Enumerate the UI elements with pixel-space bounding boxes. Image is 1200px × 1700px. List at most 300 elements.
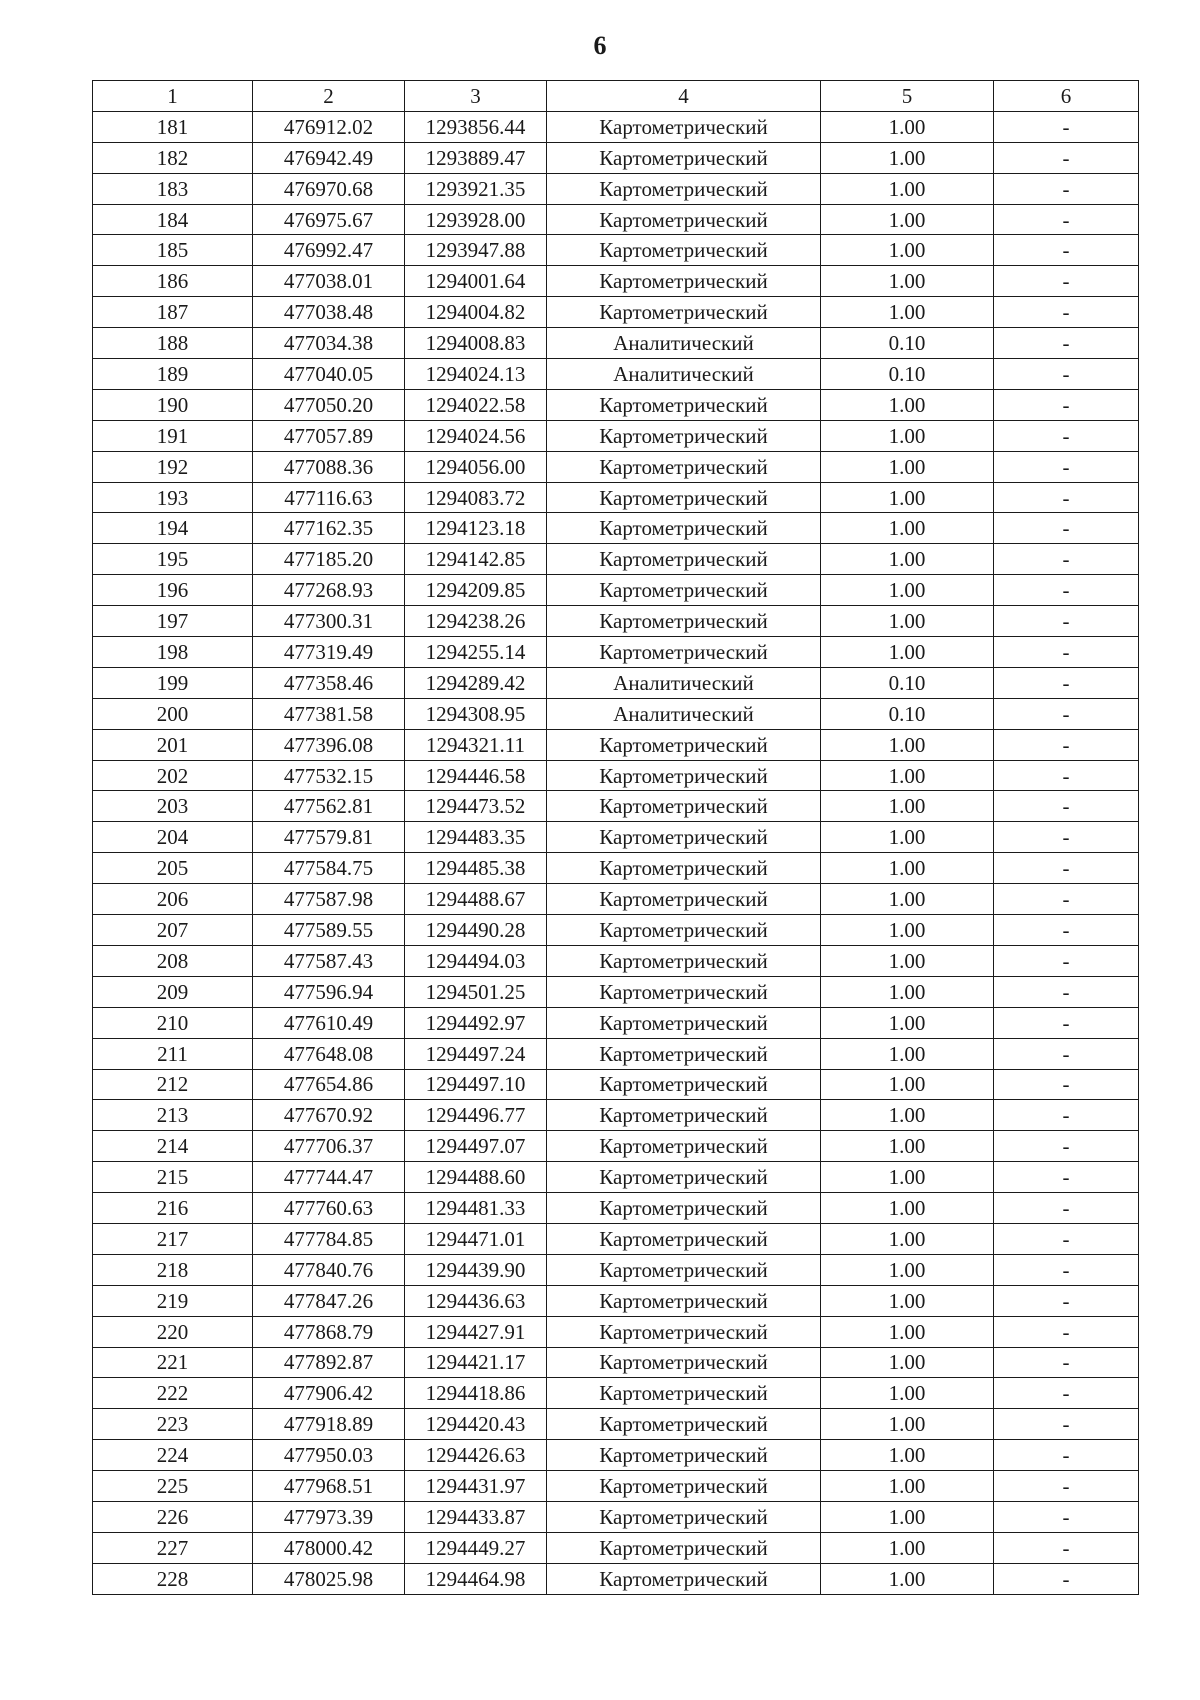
column-header: 5	[821, 81, 994, 112]
point-number-cell: 192	[93, 451, 253, 482]
description-cell: -	[994, 1501, 1139, 1532]
accuracy-cell: 1.00	[821, 1007, 994, 1038]
x-coordinate-cell: 477381.58	[253, 698, 405, 729]
description-cell: -	[994, 1285, 1139, 1316]
point-number-cell: 193	[93, 482, 253, 513]
accuracy-cell: 1.00	[821, 1347, 994, 1378]
y-coordinate-cell: 1293947.88	[405, 235, 547, 266]
description-cell: -	[994, 945, 1139, 976]
table-row	[93, 853, 1139, 884]
x-coordinate-cell: 478000.42	[253, 1532, 405, 1563]
y-coordinate-cell: 1294123.18	[405, 513, 547, 544]
y-coordinate-cell: 1294481.33	[405, 1193, 547, 1224]
accuracy-cell: 1.00	[821, 513, 994, 544]
x-coordinate-cell: 477760.63	[253, 1193, 405, 1224]
accuracy-cell: 1.00	[821, 1038, 994, 1069]
method-cell: Картометрический	[547, 1501, 821, 1532]
point-number-cell: 182	[93, 142, 253, 173]
x-coordinate-cell: 476970.68	[253, 173, 405, 204]
y-coordinate-cell: 1294142.85	[405, 544, 547, 575]
point-number-cell: 223	[93, 1409, 253, 1440]
x-coordinate-cell: 477038.48	[253, 297, 405, 328]
y-coordinate-cell: 1294497.24	[405, 1038, 547, 1069]
method-cell: Картометрический	[547, 853, 821, 884]
method-cell: Картометрический	[547, 822, 821, 853]
accuracy-cell: 1.00	[821, 204, 994, 235]
accuracy-cell: 0.10	[821, 359, 994, 390]
y-coordinate-cell: 1294418.86	[405, 1378, 547, 1409]
x-coordinate-cell: 478025.98	[253, 1563, 405, 1594]
description-cell: -	[994, 822, 1139, 853]
table-row	[93, 328, 1139, 359]
method-cell: Картометрический	[547, 637, 821, 668]
description-cell: -	[994, 1471, 1139, 1502]
point-number-cell: 219	[93, 1285, 253, 1316]
point-number-cell: 218	[93, 1254, 253, 1285]
x-coordinate-cell: 477610.49	[253, 1007, 405, 1038]
point-number-cell: 196	[93, 575, 253, 606]
description-cell: -	[994, 698, 1139, 729]
description-cell: -	[994, 1069, 1139, 1100]
table-row	[93, 915, 1139, 946]
point-number-cell: 191	[93, 420, 253, 451]
method-cell: Картометрический	[547, 1378, 821, 1409]
table-row	[93, 1038, 1139, 1069]
description-cell: -	[994, 204, 1139, 235]
description-cell: -	[994, 389, 1139, 420]
x-coordinate-cell: 477185.20	[253, 544, 405, 575]
method-cell: Картометрический	[547, 389, 821, 420]
accuracy-cell: 0.10	[821, 698, 994, 729]
table-row	[93, 359, 1139, 390]
accuracy-cell: 0.10	[821, 667, 994, 698]
y-coordinate-cell: 1294492.97	[405, 1007, 547, 1038]
point-number-cell: 185	[93, 235, 253, 266]
accuracy-cell: 1.00	[821, 853, 994, 884]
y-coordinate-cell: 1294024.56	[405, 420, 547, 451]
description-cell: -	[994, 1440, 1139, 1471]
y-coordinate-cell: 1294427.91	[405, 1316, 547, 1347]
accuracy-cell: 1.00	[821, 544, 994, 575]
method-cell: Картометрический	[547, 575, 821, 606]
x-coordinate-cell: 477562.81	[253, 791, 405, 822]
method-cell: Картометрический	[547, 1316, 821, 1347]
x-coordinate-cell: 477892.87	[253, 1347, 405, 1378]
point-number-cell: 188	[93, 328, 253, 359]
column-header: 6	[994, 81, 1139, 112]
table-row	[93, 420, 1139, 451]
x-coordinate-cell: 477584.75	[253, 853, 405, 884]
x-coordinate-cell: 477038.01	[253, 266, 405, 297]
y-coordinate-cell: 1294449.27	[405, 1532, 547, 1563]
y-coordinate-cell: 1294464.98	[405, 1563, 547, 1594]
accuracy-cell: 1.00	[821, 1440, 994, 1471]
x-coordinate-cell: 477648.08	[253, 1038, 405, 1069]
point-number-cell: 210	[93, 1007, 253, 1038]
description-cell: -	[994, 760, 1139, 791]
method-cell: Картометрический	[547, 266, 821, 297]
accuracy-cell: 1.00	[821, 235, 994, 266]
point-number-cell: 202	[93, 760, 253, 791]
x-coordinate-cell: 477840.76	[253, 1254, 405, 1285]
table-row	[93, 1471, 1139, 1502]
x-coordinate-cell: 477358.46	[253, 667, 405, 698]
table-row	[93, 1007, 1139, 1038]
method-cell: Картометрический	[547, 420, 821, 451]
point-number-cell: 184	[93, 204, 253, 235]
y-coordinate-cell: 1294308.95	[405, 698, 547, 729]
y-coordinate-cell: 1294473.52	[405, 791, 547, 822]
method-cell: Картометрический	[547, 791, 821, 822]
table-row	[93, 451, 1139, 482]
y-coordinate-cell: 1294022.58	[405, 389, 547, 420]
y-coordinate-cell: 1294483.35	[405, 822, 547, 853]
y-coordinate-cell: 1294238.26	[405, 606, 547, 637]
table-row	[93, 1162, 1139, 1193]
description-cell: -	[994, 142, 1139, 173]
description-cell: -	[994, 297, 1139, 328]
x-coordinate-cell: 477057.89	[253, 420, 405, 451]
point-number-cell: 217	[93, 1223, 253, 1254]
y-coordinate-cell: 1294209.85	[405, 575, 547, 606]
method-cell: Картометрический	[547, 915, 821, 946]
x-coordinate-cell: 477973.39	[253, 1501, 405, 1532]
method-cell: Картометрический	[547, 1254, 821, 1285]
table-row	[93, 1069, 1139, 1100]
y-coordinate-cell: 1294056.00	[405, 451, 547, 482]
table-row	[93, 1316, 1139, 1347]
point-number-cell: 186	[93, 266, 253, 297]
point-number-cell: 208	[93, 945, 253, 976]
table-row	[93, 606, 1139, 637]
accuracy-cell: 1.00	[821, 915, 994, 946]
accuracy-cell: 1.00	[821, 1409, 994, 1440]
y-coordinate-cell: 1293856.44	[405, 111, 547, 142]
x-coordinate-cell: 477847.26	[253, 1285, 405, 1316]
x-coordinate-cell: 477950.03	[253, 1440, 405, 1471]
accuracy-cell: 1.00	[821, 575, 994, 606]
method-cell: Картометрический	[547, 173, 821, 204]
point-number-cell: 199	[93, 667, 253, 698]
method-cell: Картометрический	[547, 204, 821, 235]
description-cell: -	[994, 1409, 1139, 1440]
column-header: 3	[405, 81, 547, 112]
method-cell: Аналитический	[547, 667, 821, 698]
y-coordinate-cell: 1294485.38	[405, 853, 547, 884]
table-row	[93, 698, 1139, 729]
y-coordinate-cell: 1294420.43	[405, 1409, 547, 1440]
table-row	[93, 1563, 1139, 1594]
table-row	[93, 544, 1139, 575]
point-number-cell: 209	[93, 976, 253, 1007]
x-coordinate-cell: 477587.98	[253, 884, 405, 915]
y-coordinate-cell: 1294497.10	[405, 1069, 547, 1100]
accuracy-cell: 1.00	[821, 606, 994, 637]
accuracy-cell: 1.00	[821, 1285, 994, 1316]
accuracy-cell: 1.00	[821, 1501, 994, 1532]
accuracy-cell: 1.00	[821, 822, 994, 853]
y-coordinate-cell: 1294008.83	[405, 328, 547, 359]
method-cell: Картометрический	[547, 111, 821, 142]
table-row	[93, 1409, 1139, 1440]
description-cell: -	[994, 266, 1139, 297]
method-cell: Картометрический	[547, 1007, 821, 1038]
accuracy-cell: 1.00	[821, 1254, 994, 1285]
table-row	[93, 575, 1139, 606]
point-number-cell: 207	[93, 915, 253, 946]
page-number: 6	[593, 31, 607, 60]
method-cell: Картометрический	[547, 544, 821, 575]
description-cell: -	[994, 729, 1139, 760]
description-cell: -	[994, 1378, 1139, 1409]
table-row	[93, 204, 1139, 235]
method-cell: Аналитический	[547, 698, 821, 729]
x-coordinate-cell: 477589.55	[253, 915, 405, 946]
point-number-cell: 225	[93, 1471, 253, 1502]
description-cell: -	[994, 1254, 1139, 1285]
table-row	[93, 235, 1139, 266]
table-row	[93, 822, 1139, 853]
table-row	[93, 297, 1139, 328]
x-coordinate-cell: 476975.67	[253, 204, 405, 235]
y-coordinate-cell: 1294488.60	[405, 1162, 547, 1193]
y-coordinate-cell: 1293928.00	[405, 204, 547, 235]
table-row	[93, 729, 1139, 760]
coordinates-table	[92, 80, 1139, 1595]
y-coordinate-cell: 1294439.90	[405, 1254, 547, 1285]
description-cell: -	[994, 482, 1139, 513]
description-cell: -	[994, 637, 1139, 668]
point-number-cell: 201	[93, 729, 253, 760]
description-cell: -	[994, 359, 1139, 390]
point-number-cell: 195	[93, 544, 253, 575]
accuracy-cell: 1.00	[821, 1378, 994, 1409]
accuracy-cell: 1.00	[821, 111, 994, 142]
point-number-cell: 214	[93, 1131, 253, 1162]
method-cell: Картометрический	[547, 1440, 821, 1471]
x-coordinate-cell: 477034.38	[253, 328, 405, 359]
y-coordinate-cell: 1294490.28	[405, 915, 547, 946]
y-coordinate-cell: 1294421.17	[405, 1347, 547, 1378]
accuracy-cell: 1.00	[821, 389, 994, 420]
table-row	[93, 1193, 1139, 1224]
point-number-cell: 220	[93, 1316, 253, 1347]
method-cell: Картометрический	[547, 1069, 821, 1100]
accuracy-cell: 1.00	[821, 1162, 994, 1193]
point-number-cell: 206	[93, 884, 253, 915]
table-header-row	[93, 81, 1139, 112]
accuracy-cell: 1.00	[821, 945, 994, 976]
y-coordinate-cell: 1294431.97	[405, 1471, 547, 1502]
accuracy-cell: 1.00	[821, 173, 994, 204]
accuracy-cell: 1.00	[821, 297, 994, 328]
method-cell: Картометрический	[547, 235, 821, 266]
x-coordinate-cell: 476992.47	[253, 235, 405, 266]
description-cell: -	[994, 1100, 1139, 1131]
point-number-cell: 183	[93, 173, 253, 204]
x-coordinate-cell: 477654.86	[253, 1069, 405, 1100]
column-header: 4	[547, 81, 821, 112]
point-number-cell: 215	[93, 1162, 253, 1193]
description-cell: -	[994, 791, 1139, 822]
description-cell: -	[994, 1563, 1139, 1594]
point-number-cell: 197	[93, 606, 253, 637]
table-row	[93, 1131, 1139, 1162]
x-coordinate-cell: 477532.15	[253, 760, 405, 791]
x-coordinate-cell: 477670.92	[253, 1100, 405, 1131]
description-cell: -	[994, 235, 1139, 266]
point-number-cell: 227	[93, 1532, 253, 1563]
y-coordinate-cell: 1294024.13	[405, 359, 547, 390]
y-coordinate-cell: 1294255.14	[405, 637, 547, 668]
accuracy-cell: 1.00	[821, 420, 994, 451]
description-cell: -	[994, 173, 1139, 204]
method-cell: Картометрический	[547, 451, 821, 482]
point-number-cell: 181	[93, 111, 253, 142]
y-coordinate-cell: 1294471.01	[405, 1223, 547, 1254]
accuracy-cell: 1.00	[821, 451, 994, 482]
x-coordinate-cell: 477162.35	[253, 513, 405, 544]
y-coordinate-cell: 1293921.35	[405, 173, 547, 204]
table-row	[93, 513, 1139, 544]
description-cell: -	[994, 513, 1139, 544]
description-cell: -	[994, 1193, 1139, 1224]
accuracy-cell: 1.00	[821, 1193, 994, 1224]
table-row	[93, 389, 1139, 420]
description-cell: -	[994, 1347, 1139, 1378]
x-coordinate-cell: 477906.42	[253, 1378, 405, 1409]
x-coordinate-cell: 477116.63	[253, 482, 405, 513]
point-number-cell: 213	[93, 1100, 253, 1131]
x-coordinate-cell: 477706.37	[253, 1131, 405, 1162]
description-cell: -	[994, 451, 1139, 482]
accuracy-cell: 1.00	[821, 1563, 994, 1594]
description-cell: -	[994, 420, 1139, 451]
x-coordinate-cell: 477088.36	[253, 451, 405, 482]
x-coordinate-cell: 477744.47	[253, 1162, 405, 1193]
accuracy-cell: 1.00	[821, 142, 994, 173]
method-cell: Картометрический	[547, 1193, 821, 1224]
point-number-cell: 216	[93, 1193, 253, 1224]
description-cell: -	[994, 544, 1139, 575]
point-number-cell: 205	[93, 853, 253, 884]
y-coordinate-cell: 1294501.25	[405, 976, 547, 1007]
point-number-cell: 203	[93, 791, 253, 822]
method-cell: Картометрический	[547, 1409, 821, 1440]
y-coordinate-cell: 1294001.64	[405, 266, 547, 297]
table-row	[93, 791, 1139, 822]
x-coordinate-cell: 477268.93	[253, 575, 405, 606]
method-cell: Картометрический	[547, 1162, 821, 1193]
point-number-cell: 221	[93, 1347, 253, 1378]
point-number-cell: 224	[93, 1440, 253, 1471]
table-row	[93, 1378, 1139, 1409]
x-coordinate-cell: 477396.08	[253, 729, 405, 760]
x-coordinate-cell: 477300.31	[253, 606, 405, 637]
description-cell: -	[994, 606, 1139, 637]
description-cell: -	[994, 1316, 1139, 1347]
point-number-cell: 187	[93, 297, 253, 328]
method-cell: Картометрический	[547, 142, 821, 173]
x-coordinate-cell: 477319.49	[253, 637, 405, 668]
method-cell: Картометрический	[547, 482, 821, 513]
method-cell: Картометрический	[547, 1532, 821, 1563]
description-cell: -	[994, 1162, 1139, 1193]
column-header: 2	[253, 81, 405, 112]
accuracy-cell: 1.00	[821, 791, 994, 822]
table-row	[93, 1223, 1139, 1254]
accuracy-cell: 1.00	[821, 1069, 994, 1100]
x-coordinate-cell: 477918.89	[253, 1409, 405, 1440]
method-cell: Картометрический	[547, 729, 821, 760]
method-cell: Картометрический	[547, 945, 821, 976]
description-cell: -	[994, 111, 1139, 142]
table-row	[93, 482, 1139, 513]
method-cell: Картометрический	[547, 1100, 821, 1131]
table-row	[93, 173, 1139, 204]
point-number-cell: 204	[93, 822, 253, 853]
point-number-cell: 228	[93, 1563, 253, 1594]
point-number-cell: 198	[93, 637, 253, 668]
table-row	[93, 1501, 1139, 1532]
accuracy-cell: 1.00	[821, 884, 994, 915]
method-cell: Картометрический	[547, 1038, 821, 1069]
description-cell: -	[994, 1007, 1139, 1038]
description-cell: -	[994, 1038, 1139, 1069]
y-coordinate-cell: 1294436.63	[405, 1285, 547, 1316]
y-coordinate-cell: 1294497.07	[405, 1131, 547, 1162]
y-coordinate-cell: 1293889.47	[405, 142, 547, 173]
point-number-cell: 222	[93, 1378, 253, 1409]
accuracy-cell: 1.00	[821, 1471, 994, 1502]
accuracy-cell: 1.00	[821, 1131, 994, 1162]
method-cell: Аналитический	[547, 328, 821, 359]
description-cell: -	[994, 1131, 1139, 1162]
x-coordinate-cell: 476942.49	[253, 142, 405, 173]
x-coordinate-cell: 477784.85	[253, 1223, 405, 1254]
column-header: 1	[93, 81, 253, 112]
y-coordinate-cell: 1294004.82	[405, 297, 547, 328]
table-row	[93, 1254, 1139, 1285]
accuracy-cell: 0.10	[821, 328, 994, 359]
table-row	[93, 884, 1139, 915]
y-coordinate-cell: 1294446.58	[405, 760, 547, 791]
table-row	[93, 667, 1139, 698]
table-row	[93, 637, 1139, 668]
x-coordinate-cell: 476912.02	[253, 111, 405, 142]
accuracy-cell: 1.00	[821, 1223, 994, 1254]
x-coordinate-cell: 477050.20	[253, 389, 405, 420]
table-row	[93, 142, 1139, 173]
method-cell: Картометрический	[547, 1285, 821, 1316]
method-cell: Картометрический	[547, 760, 821, 791]
y-coordinate-cell: 1294433.87	[405, 1501, 547, 1532]
y-coordinate-cell: 1294321.11	[405, 729, 547, 760]
table-row	[93, 1532, 1139, 1563]
accuracy-cell: 1.00	[821, 729, 994, 760]
method-cell: Аналитический	[547, 359, 821, 390]
table-row	[93, 111, 1139, 142]
method-cell: Картометрический	[547, 513, 821, 544]
method-cell: Картометрический	[547, 606, 821, 637]
method-cell: Картометрический	[547, 1131, 821, 1162]
table-row	[93, 1347, 1139, 1378]
x-coordinate-cell: 477040.05	[253, 359, 405, 390]
x-coordinate-cell: 477868.79	[253, 1316, 405, 1347]
y-coordinate-cell: 1294496.77	[405, 1100, 547, 1131]
x-coordinate-cell: 477579.81	[253, 822, 405, 853]
table-body	[93, 111, 1139, 1594]
